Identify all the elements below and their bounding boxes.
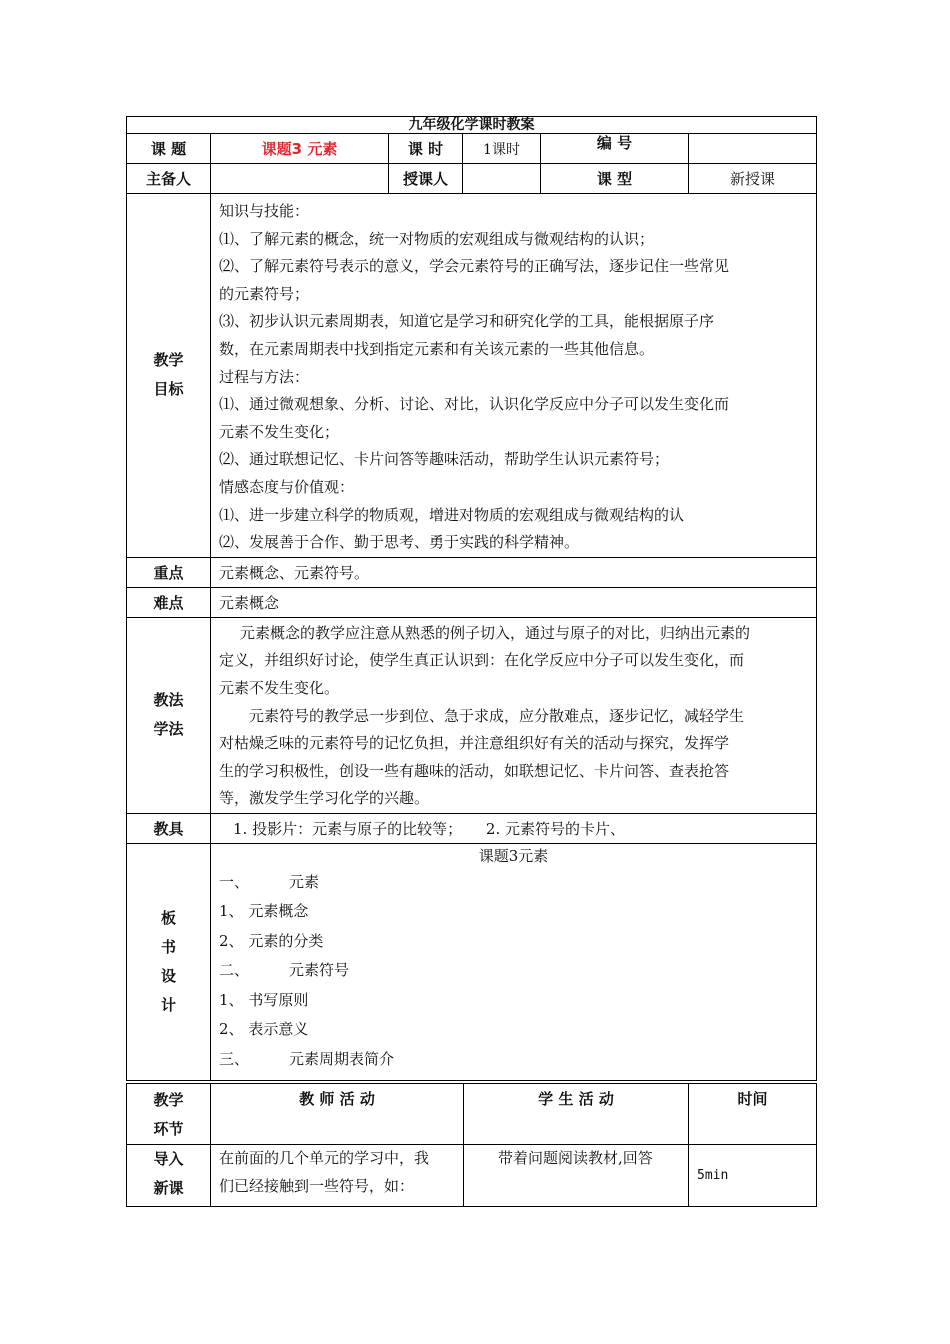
- number-label: 编 号: [541, 134, 689, 164]
- objective-line: 元素不发生变化；: [219, 422, 340, 441]
- objective-line: ⑴、通过微观想象、分析、讨论、对比，认识化学反应中分子可以发生变化而: [219, 395, 730, 414]
- method-line: 元素概念的教学应注意从熟悉的例子切入，通过与原子的对比，归纳出元素的: [240, 623, 751, 642]
- method-line: 元素符号的教学忌一步到位、急于求成，应分散难点，逐步记忆，减轻学生: [249, 706, 745, 725]
- teacher-label: 授课人: [389, 164, 463, 194]
- objective-line: 知识与技能：: [219, 202, 310, 220]
- key-points-value: 元素概念、元素符号。: [211, 557, 817, 587]
- period-value: 1课时: [463, 134, 541, 164]
- board-item: 1、 元素概念: [219, 902, 309, 921]
- process-step: 导入 新课: [127, 1145, 211, 1207]
- objective-line: ⑴、了解元素的概念，统一对物质的宏观组成与微观结构的认识；: [219, 229, 655, 248]
- method-line: 定义，并组织好讨论，使学生真正认识到：在化学反应中分子可以发生变化，而: [219, 651, 745, 670]
- tools-row: [127, 813, 817, 843]
- difficulties-label: 难点: [127, 587, 211, 617]
- board-title: 课题3元素: [478, 846, 549, 865]
- methods-label: 教法 学法: [127, 617, 211, 813]
- lesson-plan-table: [126, 133, 817, 1081]
- tools-value: 1. 投影片：元素与原子的比较等； 2. 元素符号的卡片、: [211, 813, 817, 843]
- board-item: 2、 元素的分类: [219, 931, 324, 950]
- objective-line: 情感态度与价值观：: [219, 477, 355, 496]
- objective-line: ⑵、通过联想记忆、卡片问答等趣味活动，帮助学生认识元素符号；: [219, 450, 670, 469]
- topic-value: 课题3 元素: [211, 134, 389, 164]
- objective-line: ⑴、进一步建立科学的物质观，增进对物质的宏观组成与微观结构的认: [219, 505, 685, 524]
- objective-line: 数，在元素周期表中找到指定元素和有关该元素的一些其他信息。: [219, 339, 655, 358]
- type-value: 新授课: [689, 164, 817, 194]
- tools-label: 教具: [127, 813, 211, 843]
- objective-line: 的元素符号；: [219, 284, 310, 303]
- time-value: 5min: [689, 1145, 817, 1207]
- process-table: [126, 1083, 817, 1207]
- teacher-activity: 在前面的几个单元的学习中，我 们已经接触到一些符号，如：: [211, 1145, 464, 1207]
- time-header: 时间: [689, 1084, 817, 1145]
- type-label: 课 型: [541, 164, 689, 194]
- student-activity: 带着问题阅读教材,回答: [464, 1145, 689, 1207]
- process-row: [127, 1145, 817, 1207]
- board-item: 2、 表示意义: [219, 1020, 309, 1039]
- period-label: 课 时: [389, 134, 463, 164]
- methods-content: [211, 617, 817, 813]
- method-line: 对枯燥乏味的元素符号的记忆负担，并注意组织好有关的活动与探究，发挥学: [219, 734, 730, 753]
- difficulties-value: 元素概念: [211, 587, 817, 617]
- board-content: [211, 843, 817, 1080]
- header-row-1: [127, 134, 817, 164]
- process-header-row: [127, 1084, 817, 1145]
- number-value: [689, 134, 817, 164]
- methods-row: [127, 617, 817, 813]
- difficulties-row: [127, 587, 817, 617]
- method-line: 等，激发学生学习化学的兴趣。: [219, 789, 430, 808]
- board-item: 一、 元素: [219, 872, 320, 891]
- objectives-content: [211, 194, 817, 558]
- method-line: 生的学习积极性，创设一些有趣味的活动，如联想记忆、卡片问答、查表抢答: [219, 761, 730, 780]
- teacher-activity-header: 教 师 活 动: [211, 1084, 464, 1145]
- document-title: 九年级化学课时教案: [126, 116, 817, 133]
- objective-line: ⑵、发展善于合作、勤于思考、勇于实践的科学精神。: [219, 533, 580, 552]
- method-line: 元素不发生变化。: [219, 678, 340, 697]
- objective-line: 过程与方法：: [219, 367, 310, 386]
- board-item: 三、 元素周期表简介: [219, 1049, 395, 1068]
- board-label: 板 书 设 计: [127, 843, 211, 1080]
- key-points-label: 重点: [127, 557, 211, 587]
- board-row: [127, 843, 817, 1080]
- board-item: 二、 元素符号: [219, 961, 350, 980]
- objectives-label: 教学 目标: [127, 194, 211, 558]
- objectives-row: [127, 194, 817, 558]
- student-activity-header: 学 生 活 动: [464, 1084, 689, 1145]
- preparer-value: [211, 164, 389, 194]
- key-points-row: [127, 557, 817, 587]
- preparer-label: 主备人: [127, 164, 211, 194]
- objective-line: ⑵、了解元素符号表示的意义，学会元素符号的正确写法，逐步记住一些常见: [219, 257, 730, 276]
- objective-line: ⑶、初步认识元素周期表，知道它是学习和研究化学的工具，能根据原子序: [219, 312, 715, 331]
- header-row-2: [127, 164, 817, 194]
- topic-label: 课 题: [127, 134, 211, 164]
- teacher-value: [463, 164, 541, 194]
- process-step-header: 教学 环节: [127, 1084, 211, 1145]
- board-item: 1、 书写原则: [219, 990, 309, 1009]
